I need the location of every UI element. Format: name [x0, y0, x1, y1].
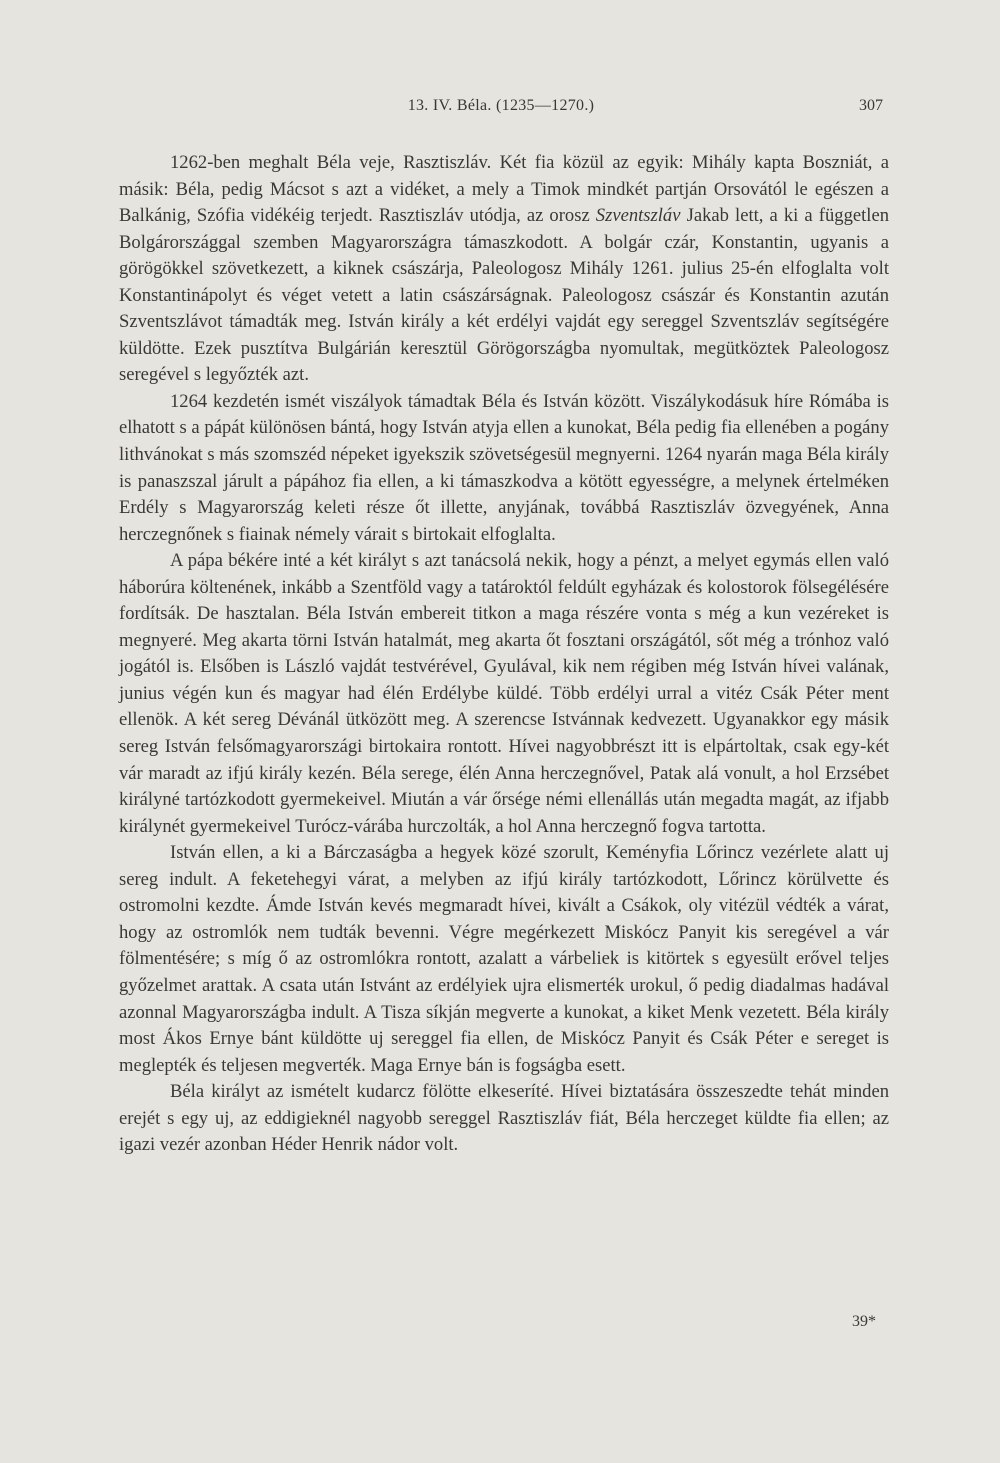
signature-mark: 39*	[852, 1313, 876, 1330]
page-header	[119, 97, 883, 127]
paragraph-2: 1264 kezdetén ismét viszályok támadtak Béla és István között. Viszálykodásuk híre Rómába is elhatott s a pápát különösen bántá, hogy István atyja ellen a kunokat, Béla pedig fia ellenében a pogány lithvánokat s más szomszéd népeket igyekszik szövetségesül megnyerni. 1264 nyarán maga Béla király is panaszszal járult a pápához fia ellen, a ki támaszkodva a kötött egyességre, a melynek értelméken Erdély s Magyarország keleti része őt illette, anyjának, továbbá Rasztiszláv özvegyének, Anna herczegnőnek s fiainak némely várait s birtokait elfoglalta.	[119, 390, 889, 545]
paragraph-5: Béla királyt az ismételt kudarcz fölötte elkeseríté. Hívei biztatására összeszedte tehát minden erejét s egy uj, az eddigieknél nagyobb sereggel Rasztiszláv fiát, Béla herczeget küldte fia ellen; az igazi vezér azonban Héder Henrik nádor volt.	[119, 1081, 889, 1156]
running-title: 13. IV. Béla. (1235—1270.)	[407, 97, 595, 114]
page-number: 307	[859, 97, 883, 114]
paragraph-1-text-a: 1262-ben meghalt Béla veje, Rasztiszláv. Két fia közül az egyik: Mihály kapta Boszniát, a másik: Béla, pedig Mácsot s azt a vidéket, a mely a Timok mindkét partján Orsovától le egészen a Balkánig, Szófia vidékéig terjedt. Rasztiszláv utódja, az orosz	[119, 152, 889, 227]
emphasized-name: Szventszláv	[595, 205, 681, 227]
paragraph-1-text-b: Jakab lett, a ki a független Bolgárországgal szemben Magyarországra támaszkodott. A bolgár czár, Konstantin, ugyanis a görögökkel szövetkezett, a kiknek császárja, Paleologosz Mihály 1261. julius 25-én elfoglalta volt Konstantinápolyt és véget vetett a latin császárságnak. Paleologosz császár és Konstantin azután Szventszlávot támadták meg. István király a két erdélyi vajdát egy sereggel Szventszláv segítségére küldötte. Ezek pusztítva Bulgárián keresztül Görögországba nyomultak, megütköztek Paleologosz seregével s legyőzték azt.	[119, 205, 889, 386]
paragraph-3: A pápa békére inté a két királyt s azt tanácsolá nekik, hogy a pénzt, a melyet egymás ellen való háborúra költenének, inkább a Szentföld vagy a tatároktól feldúlt egyházak és kolostorok fölsegélésére fordítsák. De hasztalan. Béla István embereit titkon a maga részére vonta s még a kun vezéreket is megnyeré. Meg akarta törni István hatalmát, meg akarta őt fosztani országától, sőt még a trónhoz való jogától is. Elsőben is László vajdát testvérével, Gyulával, kik nem régiben még István hívei valának, junius végén kun és magyar had élén Erdélybe küldé. Több erdélyi urral a vitéz Csák Péter ment ellenök. A két sereg Dévánál ütközött meg. A szerencse Istvánnak kedvezett. Ugyanakkor egy másik sereg István felsőmagyarországi birtokaira rontott. Hívei nagyobbrészt itt is elpártoltak, csak egy-két vár maradt az ifjú király kezén. Béla serege, élén Anna herczegnővel, Patak alá vonult, a hol Erzsébet királyné tartózkodott gyermekeivel. Miután a vár őrsége némi ellenállás után megadta magát, az ifjabb királynét gyermekeivel Turócz-várába hurczolták, a hol Anna herczegnő fogva tartotta.	[119, 550, 889, 837]
body-text	[119, 150, 889, 1159]
paragraph-4: István ellen, a ki a Bárczaságba a hegyek közé szorult, Keményfia Lőrincz vezérlete alatt uj sereg indult. A feketehegyi várat, a melyben az ifjú király tartózkodott, Lőrincz körülvette és ostromolni kezdte. Ámde István kevés megmaradt hívei, kivált a Csákok, oly vitézül védték a várat, hogy az ostromlók nem tudták bevenni. Végre megérkezett Miskócz Panyit kis seregével a vár fölmentésére; s míg ő az ostromlókra rontott, azalatt a várbeliek is kitörtek s egyesült erővel teljes győzelmet arattak. A csata után Istvánt az erdélyiek ujra elismerték urokul, ő pedig diadalmas hadával azonnal Magyarországba indult. A Tisza síkján megverte a kunokat, a kiket Menk vezetett. Béla király most Ákos Ernye bánt küldötte uj sereggel fia ellen, de Miskócz Panyit és Csák Péter e sereget is meglepték és teljesen megverték. Maga Ernye bán is fogságba esett.	[119, 842, 889, 1076]
paragraph-1	[119, 150, 889, 389]
